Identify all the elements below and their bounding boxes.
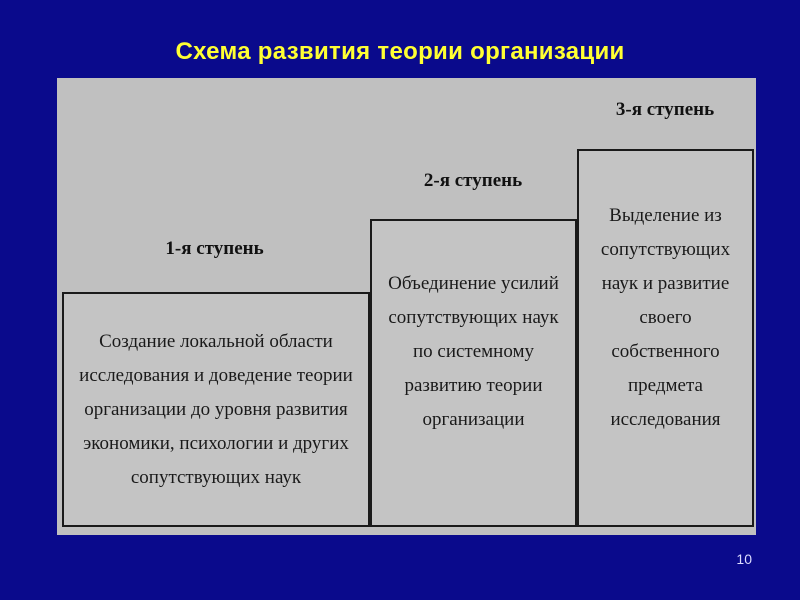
step-2-box [370,219,577,527]
step-1-label: 1-я ступень [165,238,264,259]
step-3-label: 3-я ступень [615,99,715,120]
step-3-box [577,149,754,527]
step-2-label: 2-я ступень [423,170,523,191]
page-number: 10 [736,551,752,567]
diagram-panel [57,78,756,535]
step-1-text: Создание локальной области исследования и доведение теории организации до уровня развития экономики, психологии и других сопутствующих наук [79,330,353,488]
step-1-box [62,292,370,527]
slide-title: Схема развития теории организации [175,38,625,65]
step-2-text: Объединение усилий сопутствующих наук по системному развитию теории организации [388,273,559,430]
step-3-text: Выделение из сопутствующих наук и развитие своего собственного предмета исследования [600,205,731,430]
